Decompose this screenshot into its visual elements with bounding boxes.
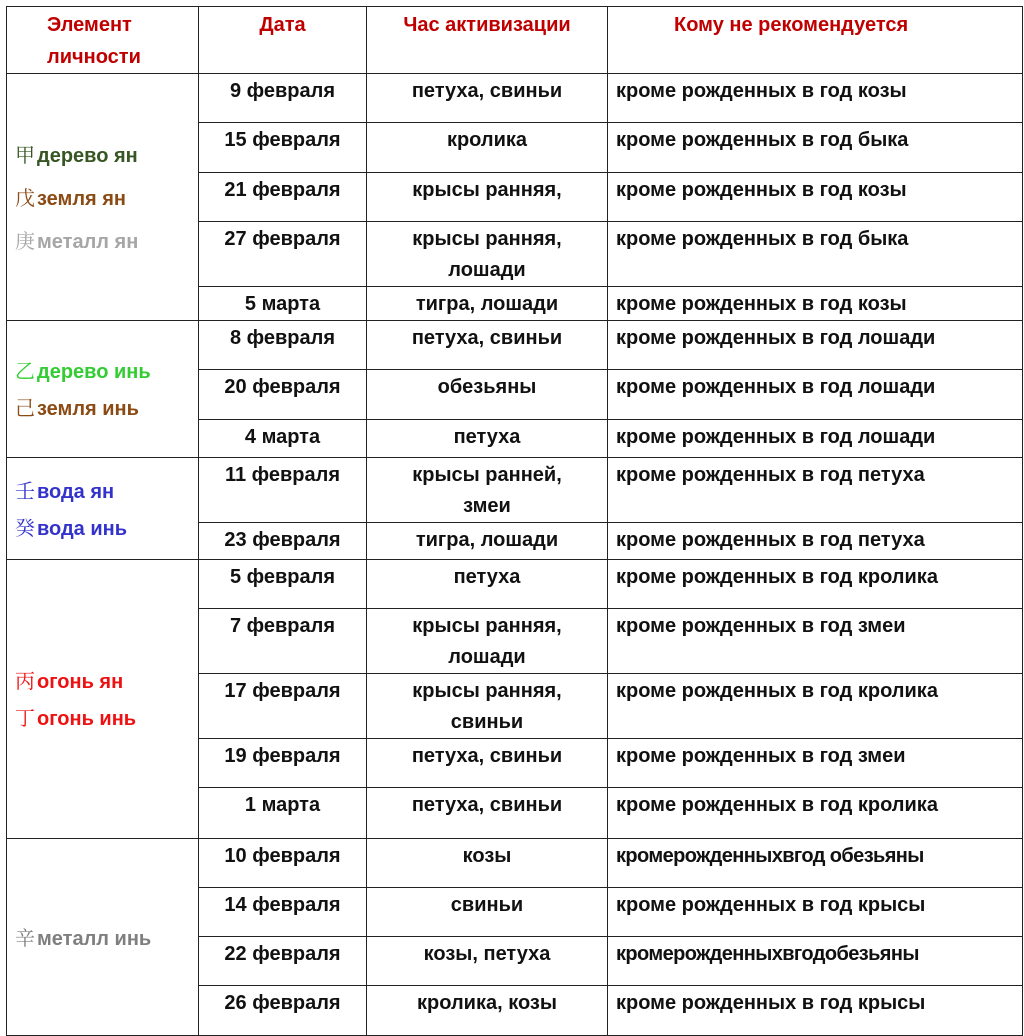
element-name: металл ян: [37, 230, 139, 253]
not-recommended-cell: кроме рожденных в год кролика: [608, 674, 1023, 739]
not-recommended-cell: кроме рожденных в год лошади: [608, 321, 1023, 370]
hour-cell: петуха: [367, 420, 608, 458]
date-cell: 27 февраля: [199, 222, 367, 287]
element-name: дерево ян: [37, 144, 138, 167]
header-hour: Час активизации: [367, 7, 608, 74]
hour-cell: тигра, лошади: [367, 287, 608, 321]
element-label: [15, 177, 192, 220]
element-glyph: 癸: [15, 515, 35, 540]
date-cell: 11 февраля: [199, 458, 367, 523]
date-cell: 8 февраля: [199, 321, 367, 370]
not-recommended-cell: кроме рожденных в год быка: [608, 123, 1023, 173]
hour-cell: обезьяны: [367, 370, 608, 420]
header-date: Дата: [199, 7, 367, 74]
date-cell: 15 февраля: [199, 123, 367, 173]
hour-cell: тигра, лошади: [367, 523, 608, 560]
not-recommended-cell: кроме рожденных в год крысы: [608, 986, 1023, 1036]
not-recommended-cell: кроме рожденных в год змеи: [608, 739, 1023, 788]
element-name: огонь ян: [37, 671, 124, 693]
element-label: [15, 390, 192, 427]
header-element: Элемент личности: [7, 7, 199, 74]
hour-cell: крысы ранняя,: [367, 173, 608, 222]
element-name: металл инь: [37, 927, 152, 950]
date-cell: 17 февраля: [199, 674, 367, 739]
element-glyph: 乙: [15, 359, 35, 383]
header-row: [7, 7, 1023, 74]
element-glyph: 丙: [15, 669, 35, 693]
element-glyph: 庚: [15, 228, 35, 253]
hour-cell: петуха, свиньи: [367, 321, 608, 370]
element-label: [15, 920, 192, 957]
date-cell: 10 февраля: [199, 839, 367, 888]
table-row: [7, 74, 1023, 123]
table-body: [7, 74, 1023, 1036]
not-recommended-cell: кроме рожденных в год кролика: [608, 560, 1023, 609]
hour-cell: крысы ранняя, лошади: [367, 222, 608, 287]
element-cell: [7, 321, 199, 458]
element-glyph: 壬: [15, 478, 35, 503]
not-recommended-cell: кроме рожденных в год лошади: [608, 420, 1023, 458]
element-name: вода инь: [37, 517, 128, 540]
element-label: [15, 134, 192, 177]
hour-cell: крысы ранняя, свиньи: [367, 674, 608, 739]
not-recommended-cell: кроме рожденных в год быка: [608, 222, 1023, 287]
not-recommended-cell: кроме рожденных в год петуха: [608, 523, 1023, 560]
date-cell: 5 марта: [199, 287, 367, 321]
date-cell: 1 марта: [199, 788, 367, 839]
element-glyph: 己: [15, 396, 35, 420]
not-recommended-cell: кромерожденныхвгодобезьяны: [608, 937, 1023, 986]
date-cell: 22 февраля: [199, 937, 367, 986]
not-recommended-cell: кроме рожденных в год козы: [608, 74, 1023, 123]
hour-cell: петуха, свиньи: [367, 739, 608, 788]
element-name: вода ян: [37, 480, 115, 503]
element-cell: [7, 839, 199, 1036]
hour-cell: крысы ранней, змеи: [367, 458, 608, 523]
not-recommended-cell: кроме рожденных в год змеи: [608, 609, 1023, 674]
hour-cell: петуха, свиньи: [367, 788, 608, 839]
element-label: [15, 510, 192, 547]
element-label: [15, 353, 192, 390]
not-recommended-cell: кроме рожденных в год лошади: [608, 370, 1023, 420]
table-row: [7, 560, 1023, 609]
header-not-recommended: Кому не рекомендуется: [608, 7, 1023, 74]
hour-cell: кролика: [367, 123, 608, 173]
hour-cell: кролика, козы: [367, 986, 608, 1036]
element-name: огонь инь: [37, 708, 137, 730]
not-recommended-cell: кромерожденныхвгод обезьяны: [608, 839, 1023, 888]
element-cell: [7, 458, 199, 560]
element-glyph: 辛: [15, 925, 35, 950]
hour-cell: петуха: [367, 560, 608, 609]
date-cell: 20 февраля: [199, 370, 367, 420]
date-cell: 5 февраля: [199, 560, 367, 609]
element-name: земля ян: [37, 187, 127, 210]
element-label: [15, 700, 192, 737]
element-label: [15, 663, 192, 700]
table-row: [7, 458, 1023, 523]
not-recommended-cell: кроме рожденных в год крысы: [608, 888, 1023, 937]
element-glyph: 丁: [15, 706, 35, 730]
table-row: [7, 321, 1023, 370]
not-recommended-cell: кроме рожденных в год козы: [608, 173, 1023, 222]
element-glyph: 甲: [15, 142, 35, 167]
hour-cell: петуха, свиньи: [367, 74, 608, 123]
date-cell: 4 марта: [199, 420, 367, 458]
element-glyph: 戊: [15, 185, 35, 210]
element-name: дерево инь: [37, 361, 151, 383]
hour-cell: козы, петуха: [367, 937, 608, 986]
table-row: [7, 839, 1023, 888]
date-cell: 23 февраля: [199, 523, 367, 560]
date-cell: 7 февраля: [199, 609, 367, 674]
not-recommended-cell: кроме рожденных в год кролика: [608, 788, 1023, 839]
date-cell: 19 февраля: [199, 739, 367, 788]
not-recommended-cell: кроме рожденных в год козы: [608, 287, 1023, 321]
date-cell: 9 февраля: [199, 74, 367, 123]
element-label: [15, 220, 192, 263]
hour-cell: козы: [367, 839, 608, 888]
date-cell: 21 февраля: [199, 173, 367, 222]
date-cell: 14 февраля: [199, 888, 367, 937]
element-cell: [7, 74, 199, 321]
element-label: [15, 473, 192, 510]
element-name: земля инь: [37, 398, 139, 420]
calendar-table: [6, 6, 1023, 1036]
date-cell: 26 февраля: [199, 986, 367, 1036]
element-cell: [7, 560, 199, 839]
hour-cell: крысы ранняя, лошади: [367, 609, 608, 674]
hour-cell: свиньи: [367, 888, 608, 937]
not-recommended-cell: кроме рожденных в год петуха: [608, 458, 1023, 523]
